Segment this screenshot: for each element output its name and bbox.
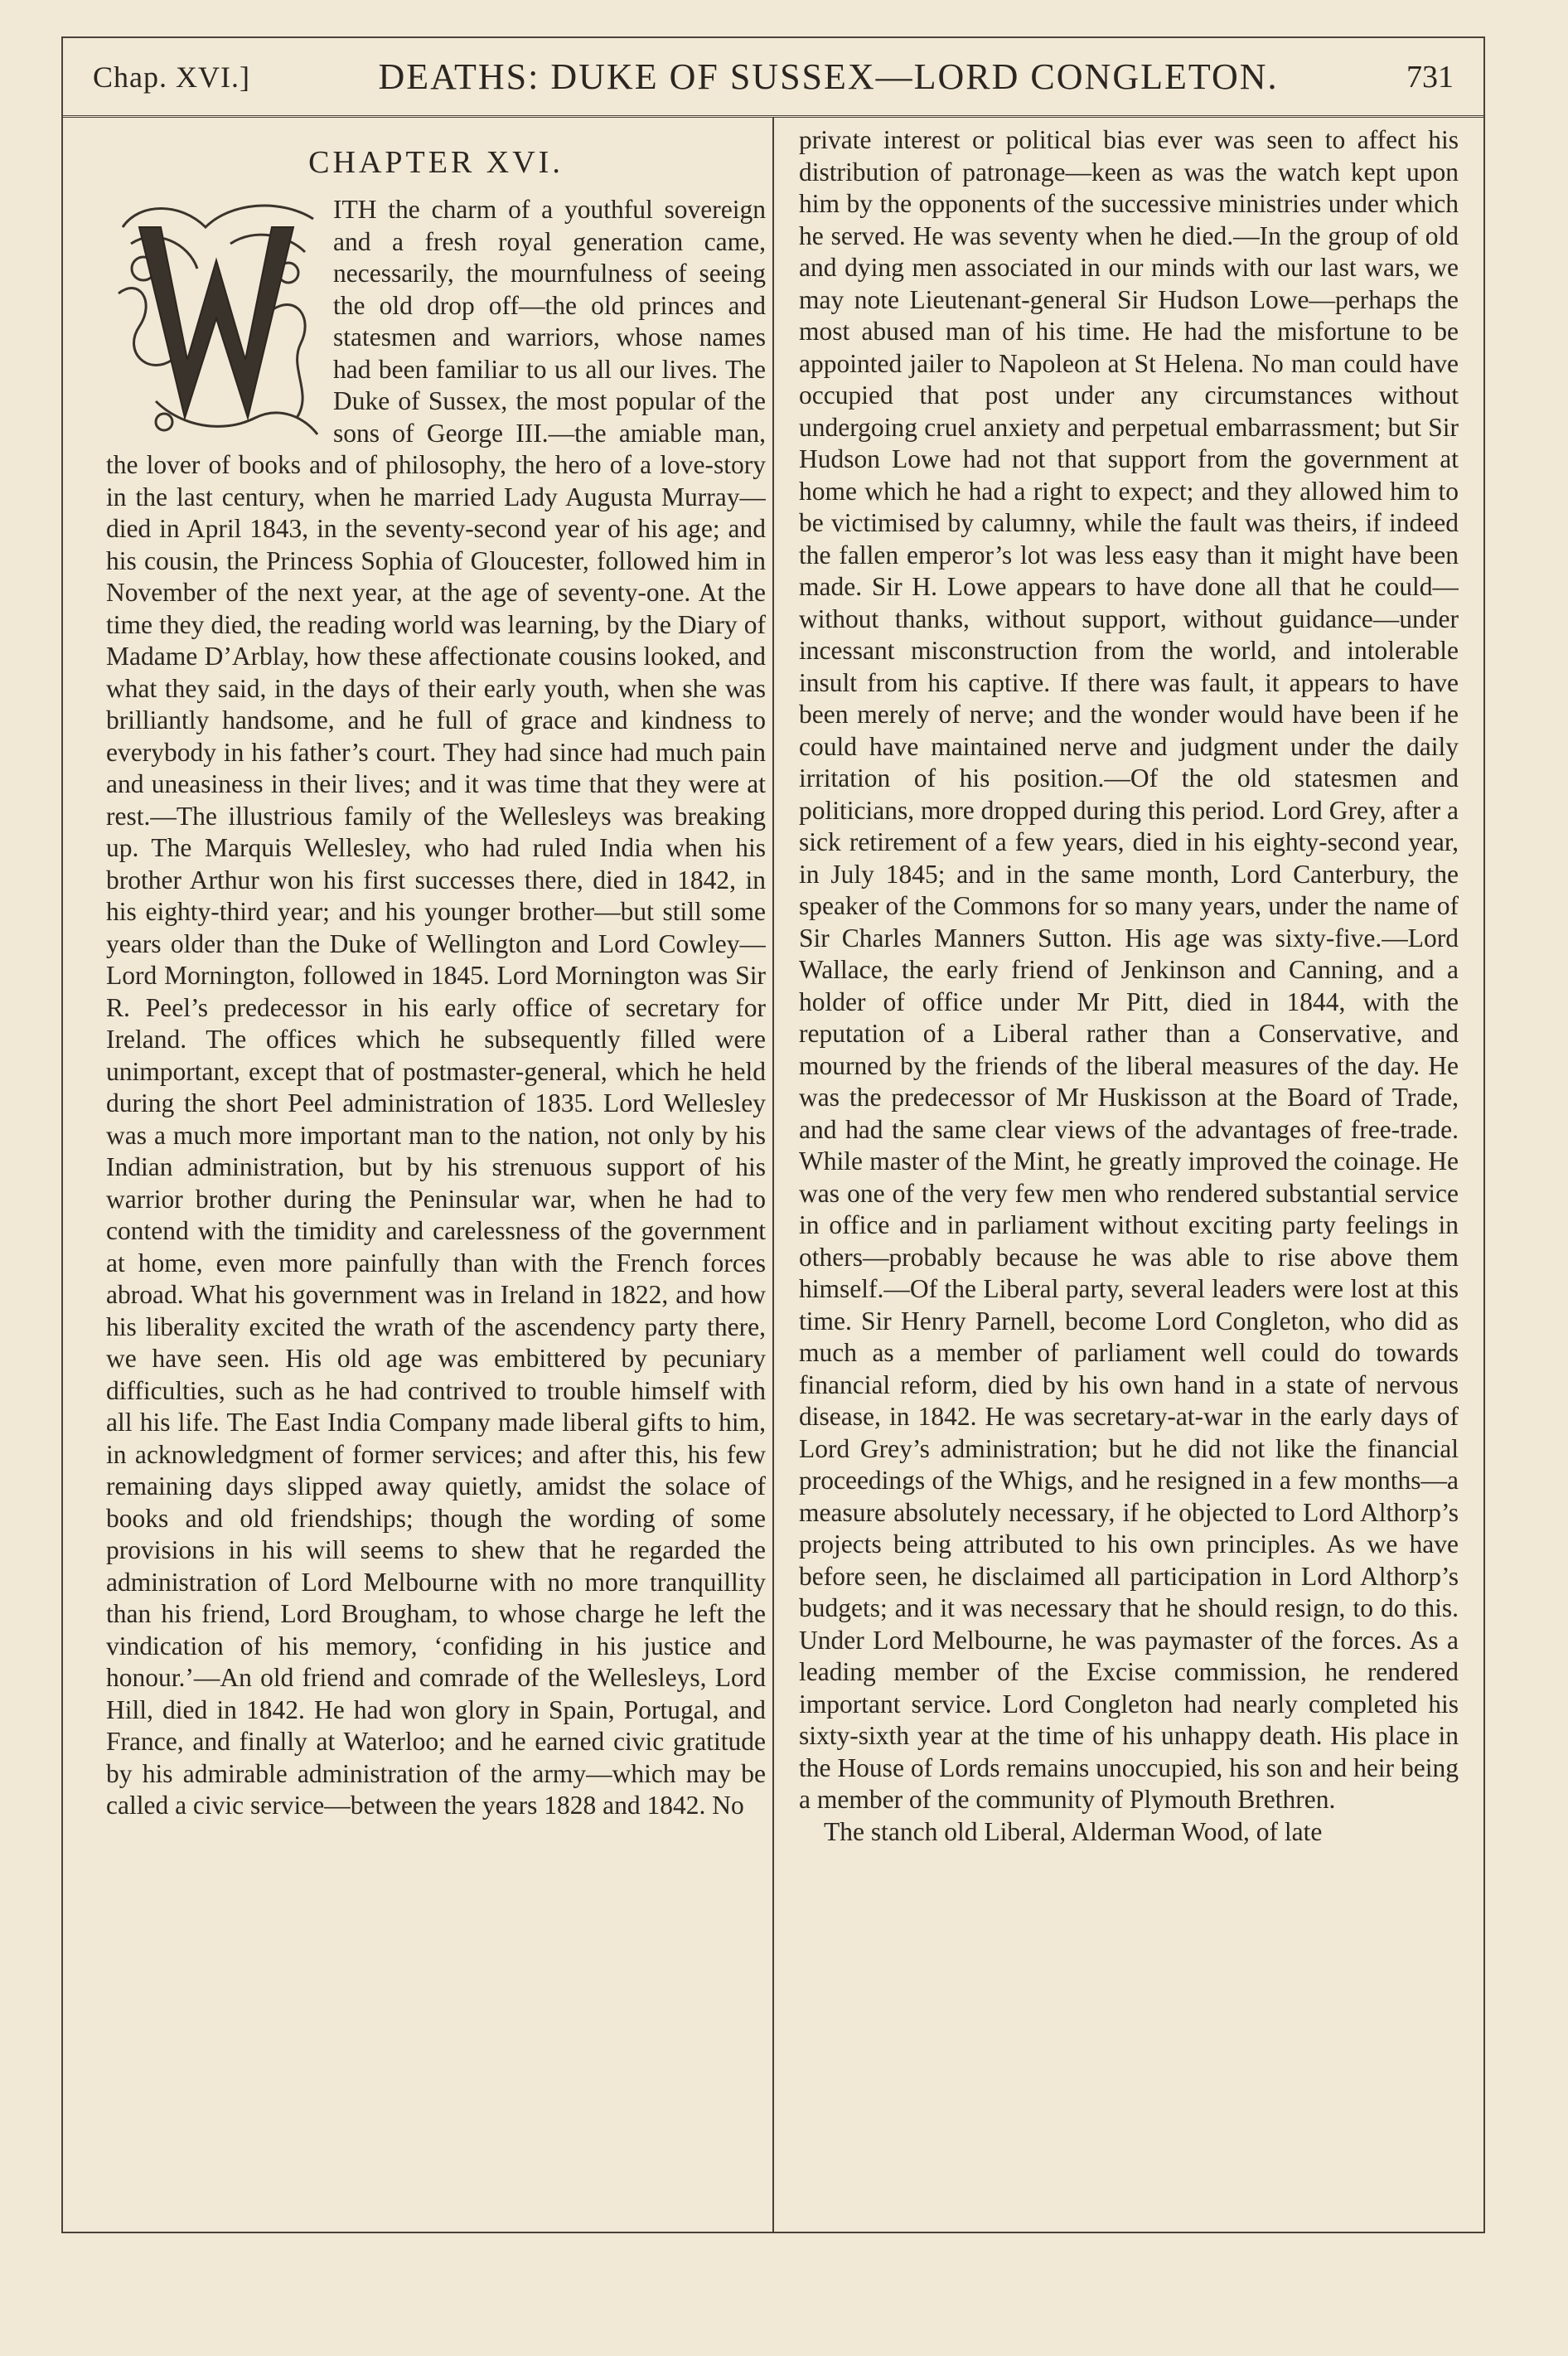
chapter-heading: CHAPTER XVI. (308, 145, 564, 180)
ornamental-drop-cap (106, 194, 327, 443)
column-divider (772, 118, 774, 2232)
book-page (61, 36, 1485, 2233)
left-column-text: ITH the charm of a youthful sovereign and a fresh royal generation came, necessarily, the mournfulness of seeing the old drop off—the old princes and statesmen and warriors, whose names had been familiar to us all our lives. The Duke of Sussex, the most popular of the sons of George III.—the amiable man, the lover of books and of philosophy, the hero of a love-story in the last century, when he married Lady Augusta Murray—died in April 1843, in the seventy-second year of his age; and his cousin, the Princess Sophia of Gloucester, followed him in November of the next year, at the age of seventy-one. At the time they died, the reading world was learning, by the Diary of Madame D’Arblay, how these affectionate cousins looked, and what they said, in the days of their early youth, when she was brilliantly handsome, and he full of grace and kindness to everybody in his father’s court. They had since had much pain and uneasiness in their lives; and it was time that they were at rest.—The illustrious family of the Wellesleys was breaking up. The Marquis Wellesley, who had ruled India when his brother Arthur won his first successes there, died in 1842, in his eighty-third year; and his younger brother—but still some years older than the Duke of Wellington and Lord Cowley—Lord Mornington, followed in 1845. Lord Mornington was Sir R. Peel’s predecessor in his early office of secretary for Ireland. The offices which he subsequently filled were unimportant, except that of postmaster-general, which he held during the short Peel administration of 1835. Lord Wellesley was a much more important man to the nation, not only by his Indian administration, but by his strenuous support of his warrior brother during the Peninsular war, when he had to contend with the timidity and carelessness of the government at home, even more painfully than with the French forces abroad. What his government was in Ireland in 1822, and how his liberality excited the wrath of the ascendency party there, we have seen. His old age was embittered by pecuniary difficulties, such as he had contrived to trouble himself with all his life. The East India Company made liberal gifts to him, in acknowledgment of former services; and after this, his few remaining days slipped away quietly, amidst the solace of books and old friendships; though the wording of some provisions in his will seems to shew that he regarded the administration of Lord Melbourne with no more tranquillity than his friend, Lord Brougham, to whose charge he left the vindication of his memory, ‘confiding in his justice and honour.’—An old friend and comrade of the Wellesleys, Lord Hill, died in 1842. He had won glory in Spain, Portugal, and France, and finally at Waterloo; and he earned civic gratitude by his admirable administration of the army—which may be called a civic service—between the years 1828 and 1842. No (106, 195, 766, 1820)
running-head (63, 38, 1483, 118)
right-column-last-paragraph: The stanch old Liberal, Alderman Wood, of late (824, 1816, 1323, 1846)
running-head-chapter: Chap. XVI.] (93, 60, 250, 94)
drop-cap-w-icon (106, 194, 327, 443)
right-column (799, 124, 1459, 2213)
right-column-text: private interest or political bias ever was seen to affect his distribution of patronage—keen as was the watch kept upon him by the opponents of the successive ministries under which he served. He was seventy when he died.—In the group of old and dying men associated in our minds with our last wars, we may note Lieutenant-general Sir Hudson Lowe—perhaps the most abused man of his time. He had the misfortune to be appointed jailer to Napoleon at St Helena. No man could have occupied that post under any circumstances without undergoing cruel anxiety and perpetual embarrassment; but Sir Hudson Lowe had not that support from the government at home which he had a right to expect; and they allowed him to be victimised by calumny, while the fault was theirs, if indeed the fallen emperor’s lot was less easy than it might have been made. Sir H. Lowe appears to have done all that he could—without thanks, without support, without guidance—under incessant misconstruction from the world, and intolerable insult from his captive. If there was fault, it appears to have been merely of nerve; and the wonder would have been if he could have maintained nerve and judgment under the daily irritation of his position.—Of the old statesmen and politicians, more dropped during this period. Lord Grey, after a sick retirement of a few years, died in his eighty-second year, in July 1845; and in the same month, Lord Canterbury, the speaker of the Commons for so many years, under the name of Sir Charles Manners Sutton. His age was sixty-five.—Lord Wallace, the early friend of Jenkinson and Canning, and a holder of office under Mr Pitt, died in 1844, with the reputation of a Liberal rather than a Conservative, and mourned by the friends of the liberal measures of the day. He was the predecessor of Mr Huskisson at the Board of Trade, and had the same clear views of the advantages of free-trade. While master of the Mint, he greatly improved the coinage. He was one of the very few men who rendered substantial service in office and in parliament without exciting party feelings in others—probably because he was able to rise above them himself.—Of the Liberal party, several leaders were lost at this time. Sir Henry Parnell, become Lord Congleton, who did as much as a member of parliament well could do towards financial reform, died by his own hand in a state of nervous disease, in 1842. He was secretary-at-war in the early days of Lord Grey’s administration; but he did not like the financial proceedings of the Whigs, and he resigned in a few months—a measure absolutely necessary, if he objected to Lord Althorp’s projects being attributed to his own principles. As we have before seen, he disclaimed all participation in Lord Althorp’s budgets; and it was necessary that he should resign, to do this. Under Lord Melbourne, he was paymaster of the forces. As a leading member of the Excise commission, he rendered important service. Lord Congleton had nearly completed his sixty-sixth year at the time of his unhappy death. His place in the House of Lords remains unoccupied, his son and heir being a member of the community of Plymouth Brethren. (799, 125, 1459, 1814)
page-number: 731 (1406, 59, 1454, 95)
left-column (106, 124, 766, 2213)
running-head-title: DEATHS: DUKE OF SUSSEX—LORD CONGLETON. (378, 56, 1279, 97)
